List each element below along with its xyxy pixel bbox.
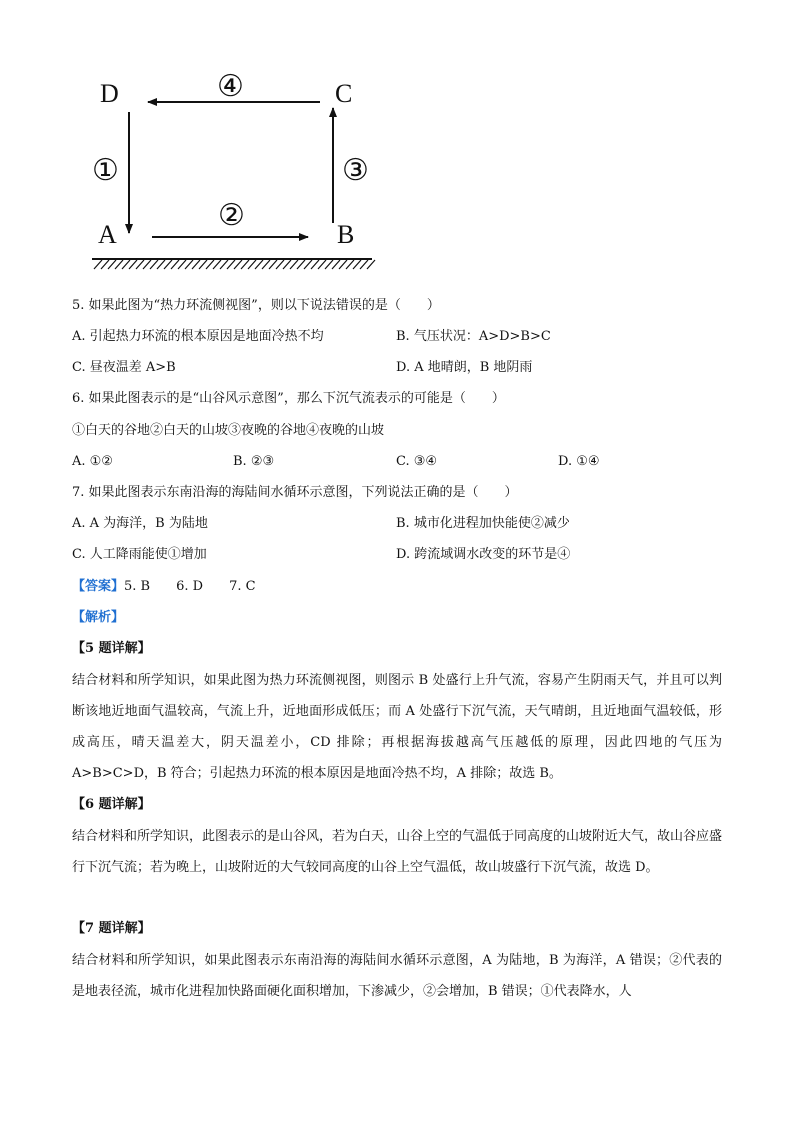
hatch-mark (164, 260, 172, 269)
hatch-mark (122, 260, 130, 269)
hatch-mark (220, 260, 228, 269)
detail-6-body: 结合材料和所学知识，此图表示的是山谷风，若为白天，山谷上空的气温低于同高度的山坡附近大气，故山谷应盛行下沉气流；若为晚上，山坡附近的大气较同高度的山谷上空气温低，故山坡盛行下沉气流，故选 D。 (72, 829, 723, 875)
hatch-mark (353, 260, 361, 269)
hatch-mark (283, 260, 291, 269)
detail-5-heading: 【5 题详解】 (72, 641, 151, 656)
ground-hatching (94, 260, 375, 269)
label-a: A (98, 220, 117, 249)
hatch-mark (332, 260, 340, 269)
q6-stem: 6. 如果此图表示的是“山谷风示意图”，那么下沉气流表示的可能是（ ） (72, 391, 505, 406)
detail-7-body: 结合材料和所学知识，如果此图表示东南沿海的海陆间水循环示意图，A 为陆地，B 为海洋，A 错误；②代表的是地表径流，城市化进程加快路面硬化面积增加，下渗减少，②会增加，B 错误；①代表降水，人 (72, 953, 722, 999)
hatch-mark (227, 260, 235, 269)
q6-option-d: D. ①④ (558, 454, 600, 469)
q5-option-b: B. 气压状况：A>D>B>C (396, 329, 551, 344)
hatch-mark (178, 260, 186, 269)
q7-option-a: A. A 为海洋，B 为陆地 (72, 516, 208, 531)
arrow-label-3: ③ (342, 153, 369, 188)
label-b: B (337, 220, 355, 249)
arrow-label-1: ① (92, 153, 119, 188)
hatch-mark (339, 260, 347, 269)
q5-option-a: A. 引起热力环流的根本原因是地面冷热不均 (72, 329, 324, 344)
q5-stem: 5. 如果此图为“热力环流侧视图”，则以下说法错误的是（ ） (72, 298, 440, 313)
hatch-mark (276, 260, 284, 269)
hatch-mark (325, 260, 333, 269)
analysis-tag: 【解析】 (72, 610, 125, 625)
arrow-label-2: ② (218, 198, 245, 233)
detail-5-body: 结合材料和所学知识，如果此图为热力环流侧视图，则图示 B 处盛行上升气流，容易产生阴雨天气，并且可以判断该地近地面气温较高，气流上升，近地面形成低压；而 A 处盛行下沉气流，天气晴朗，且近地面气温较低，形成高压，晴天温差大，阴天温差小，CD 排除；再根据海拔越高气压越低的原理，因此四地的气压为 A>B>C>D，B 符合；引起热力环流的根本原因是地面冷热不均，A 排除；故选 B。 (72, 673, 722, 781)
hatch-mark (367, 260, 375, 269)
answer-tag: 【答案】 (72, 579, 125, 594)
q6-option-c: C. ③④ (396, 454, 438, 469)
answer-values: 5. B 6. D 7. C (124, 579, 256, 594)
hatch-mark (213, 260, 221, 269)
hatch-mark (234, 260, 242, 269)
q6-option-b: B. ②③ (233, 454, 275, 469)
hatch-mark (304, 260, 312, 269)
circulation-diagram (80, 68, 380, 278)
hatch-mark (157, 260, 165, 269)
hatch-mark (185, 260, 193, 269)
q5-option-c: C. 昼夜温差 A>B (72, 360, 176, 375)
q7-stem: 7. 如果此图表示东南沿海的海陆间水循环示意图，下列说法正确的是（ ） (72, 485, 518, 500)
hatch-mark (311, 260, 319, 269)
hatch-mark (206, 260, 214, 269)
q5-option-d: D. A 地晴朗，B 地阴雨 (396, 360, 533, 375)
q7-option-c: C. 人工降雨能使①增加 (72, 547, 207, 562)
hatch-mark (262, 260, 270, 269)
q6-items: ①白天的谷地②白天的山坡③夜晚的谷地④夜晚的山坡 (72, 423, 385, 438)
hatch-mark (108, 260, 116, 269)
hatch-mark (346, 260, 354, 269)
hatch-mark (136, 260, 144, 269)
q6-option-a: A. ①② (72, 454, 113, 469)
hatch-mark (269, 260, 277, 269)
hatch-mark (150, 260, 158, 269)
hatch-mark (318, 260, 326, 269)
hatch-mark (241, 260, 249, 269)
hatch-mark (360, 260, 368, 269)
hatch-mark (94, 260, 102, 269)
label-c: C (335, 79, 353, 108)
hatch-mark (101, 260, 109, 269)
hatch-mark (143, 260, 151, 269)
answer-line (72, 578, 256, 596)
q7-option-b: B. 城市化进程加快能使②减少 (396, 516, 570, 531)
hatch-mark (199, 260, 207, 269)
hatch-mark (171, 260, 179, 269)
hatch-mark (115, 260, 123, 269)
arrow-label-4: ④ (217, 69, 244, 104)
hatch-mark (248, 260, 256, 269)
hatch-mark (192, 260, 200, 269)
hatch-mark (297, 260, 305, 269)
hatch-mark (290, 260, 298, 269)
label-d: D (100, 79, 119, 108)
hatch-mark (255, 260, 263, 269)
detail-6-heading: 【6 题详解】 (72, 797, 151, 812)
q7-option-d: D. 跨流域调水改变的环节是④ (396, 547, 571, 562)
detail-7-heading: 【7 题详解】 (72, 921, 151, 936)
hatch-mark (129, 260, 137, 269)
